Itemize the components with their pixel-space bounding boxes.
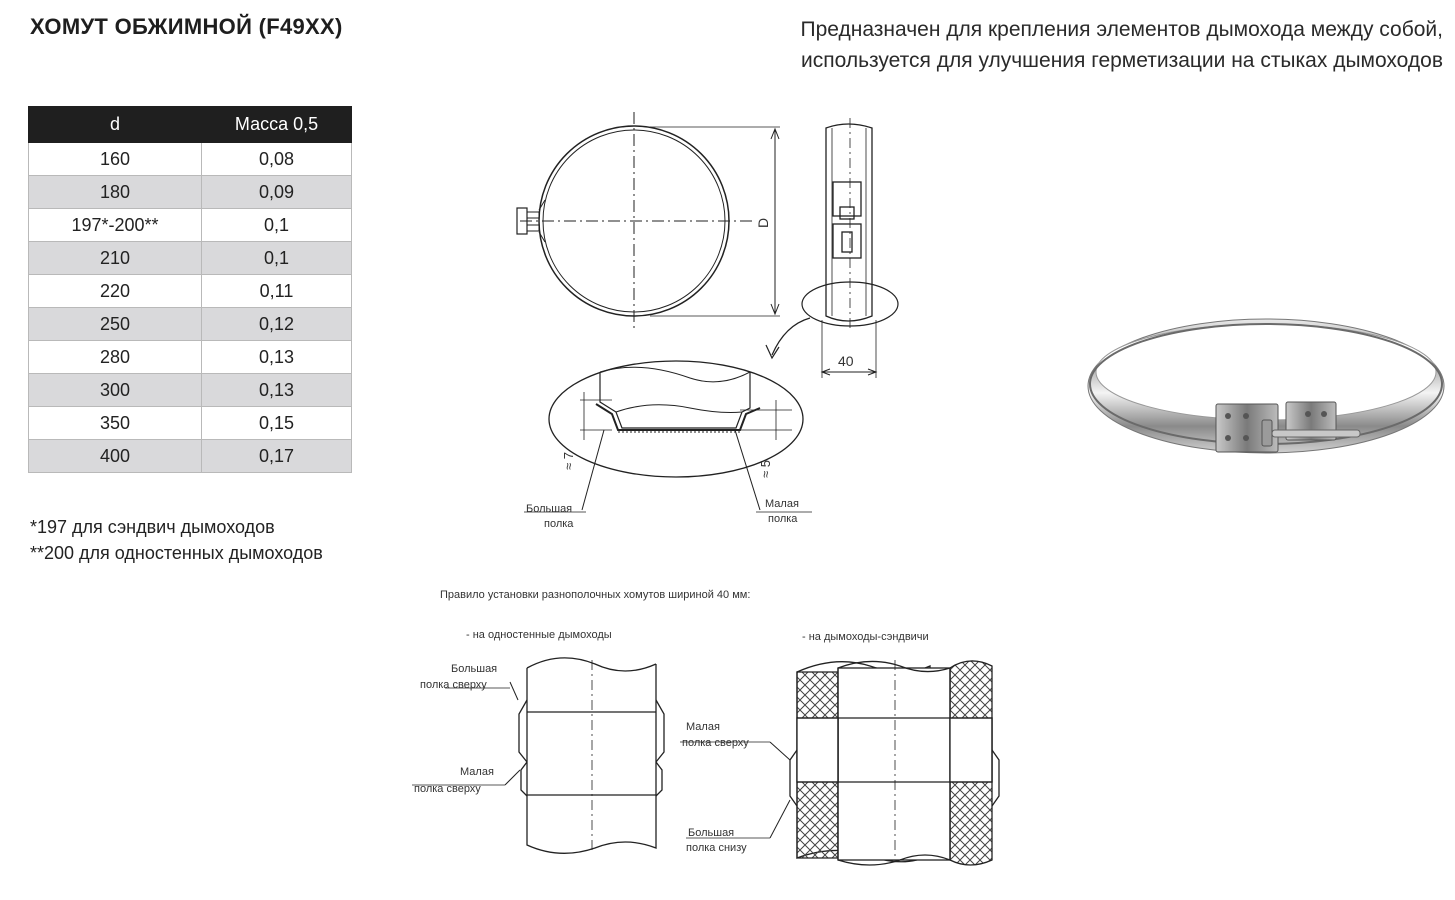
footnote-single-wall: **200 для одностенных дымоходов — [30, 543, 323, 563]
single-wall-heading: - на одностенные дымоходы — [466, 629, 612, 641]
small-shelf-label-2: полка — [768, 513, 798, 525]
cell-mass: 0,09 — [202, 176, 352, 209]
cell-mass: 0,11 — [202, 275, 352, 308]
clamp-product-photo — [1088, 319, 1444, 453]
header-mass: Масса 0,5 — [202, 107, 352, 143]
sd-small-label-1: Малая — [686, 721, 720, 733]
cell-diameter: 197*-200** — [29, 209, 202, 242]
description-line-2: используется для улучшения герметизации на стыках дымоходов — [801, 49, 1443, 72]
sd-big-label-1: Большая — [688, 827, 735, 839]
dim-5-label: ≈ 5 — [758, 460, 773, 478]
sw-small-label-1: Малая — [460, 766, 494, 778]
cell-mass: 0,1 — [202, 209, 352, 242]
cell-mass: 0,17 — [202, 440, 352, 473]
cell-mass: 0,15 — [202, 407, 352, 440]
cell-diameter: 300 — [29, 374, 202, 407]
cell-diameter: 400 — [29, 440, 202, 473]
clamp-side-view — [766, 118, 898, 378]
description-line-1: Предназначен для крепления элементов дымохода между собой, — [800, 18, 1443, 41]
clamp-front-view — [517, 112, 780, 330]
dim-d-label: D — [755, 217, 771, 228]
sw-small-label-2: полка сверху — [414, 783, 481, 795]
cell-mass: 0,13 — [202, 374, 352, 407]
sd-big-label-2: полка снизу — [686, 842, 747, 854]
footnote-sandwich: *197 для сэндвич дымоходов — [30, 517, 275, 537]
sw-big-label-1: Большая — [451, 663, 498, 675]
install-rule-text: Правило установки разнополочных хомутов шириной 40 мм: — [440, 589, 751, 601]
dim-width-label: 40 — [838, 353, 854, 369]
cell-mass: 0,1 — [202, 242, 352, 275]
header-diameter: d — [29, 107, 202, 143]
cell-diameter: 220 — [29, 275, 202, 308]
sd-small-label-2: полка сверху — [682, 737, 749, 749]
clamp-profile-detail — [524, 361, 812, 512]
cell-diameter: 250 — [29, 308, 202, 341]
cell-mass: 0,08 — [202, 143, 352, 176]
cell-mass: 0,13 — [202, 341, 352, 374]
cell-mass: 0,12 — [202, 308, 352, 341]
small-shelf-label-1: Малая — [765, 498, 799, 510]
big-shelf-label-2: полка — [544, 518, 574, 530]
cell-diameter: 350 — [29, 407, 202, 440]
sw-big-label-2: полка сверху — [420, 679, 487, 691]
dim-7-label: ≈ 7 — [561, 452, 576, 470]
cell-diameter: 280 — [29, 341, 202, 374]
page-title: ХОМУТ ОБЖИМНОЙ (F49XX) — [30, 14, 343, 39]
sandwich-heading: - на дымоходы-сэндвичи — [802, 631, 929, 643]
cell-diameter: 180 — [29, 176, 202, 209]
big-shelf-label-1: Большая — [526, 503, 573, 515]
cell-diameter: 160 — [29, 143, 202, 176]
cell-diameter: 210 — [29, 242, 202, 275]
